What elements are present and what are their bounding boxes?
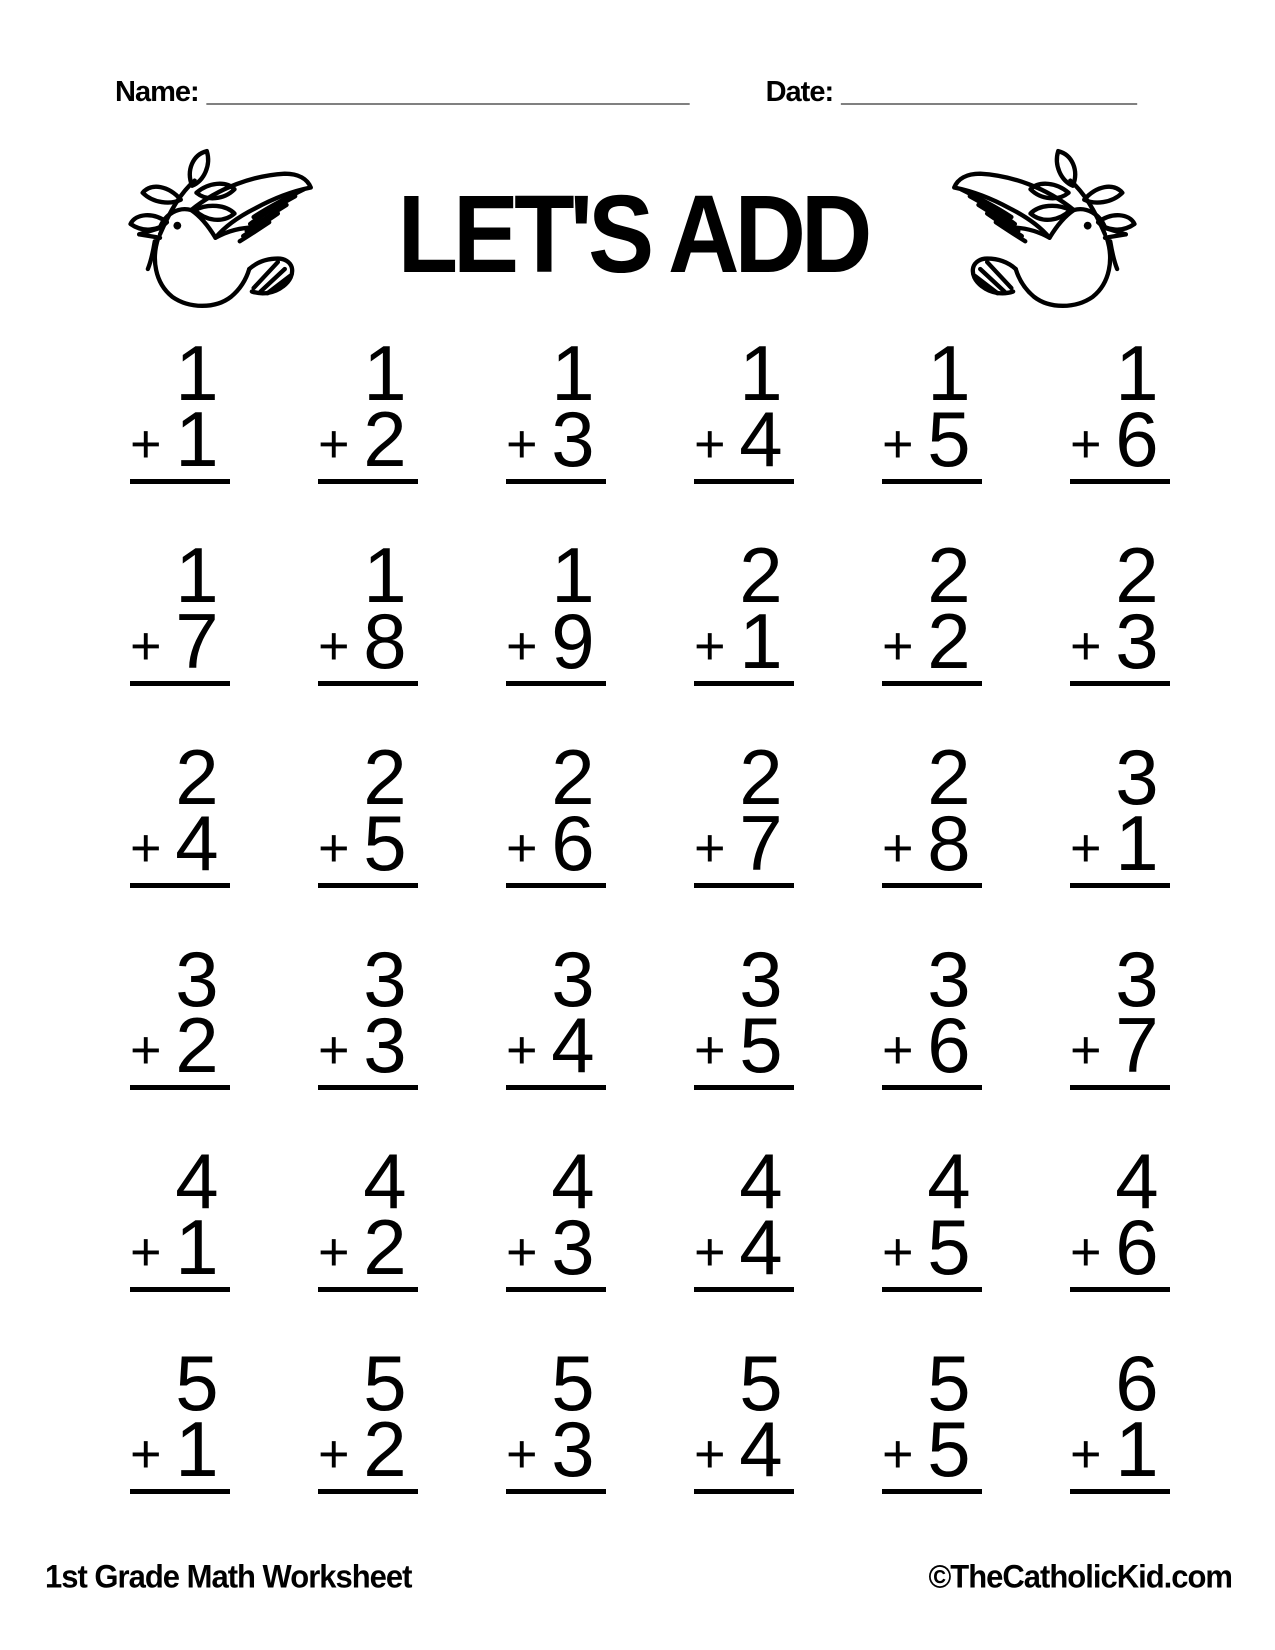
plus-operator: + xyxy=(130,1424,162,1484)
addition-problem xyxy=(694,1339,794,1552)
plus-operator: + xyxy=(130,818,162,878)
plus-operator: + xyxy=(130,616,162,676)
plus-operator: + xyxy=(506,1424,538,1484)
bottom-addend: 7 xyxy=(739,799,783,887)
addition-problem xyxy=(130,935,230,1148)
top-addend: 2 xyxy=(551,733,595,821)
top-addend: 3 xyxy=(175,935,219,1023)
plus-operator: + xyxy=(1070,616,1102,676)
plus-operator: + xyxy=(130,1020,162,1080)
bottom-addend: 4 xyxy=(739,395,783,483)
plus-operator: + xyxy=(318,1222,350,1282)
plus-operator: + xyxy=(882,818,914,878)
plus-operator: + xyxy=(882,1020,914,1080)
bottom-addend: 2 xyxy=(175,1001,219,1089)
bottom-addend: 6 xyxy=(1115,1203,1159,1291)
bottom-addend: 7 xyxy=(1115,1001,1159,1089)
addition-problem xyxy=(318,1339,418,1552)
top-addend: 4 xyxy=(551,1137,595,1225)
top-addend: 4 xyxy=(363,1137,407,1225)
footer-worksheet-type: 1st Grade Math Worksheet xyxy=(45,1558,412,1595)
top-addend: 1 xyxy=(175,329,219,417)
bottom-addend: 3 xyxy=(551,1203,595,1291)
addition-problem xyxy=(130,531,230,744)
addition-problem xyxy=(506,935,606,1148)
plus-operator: + xyxy=(882,1222,914,1282)
bottom-addend: 8 xyxy=(927,799,971,887)
top-addend: 5 xyxy=(551,1339,595,1427)
plus-operator: + xyxy=(318,1020,350,1080)
addition-problem xyxy=(506,1339,606,1552)
plus-operator: + xyxy=(318,616,350,676)
addition-problem xyxy=(506,531,606,744)
dove-with-olive-branch-icon xyxy=(108,146,316,314)
top-addend: 3 xyxy=(739,935,783,1023)
plus-operator: + xyxy=(694,414,726,474)
plus-operator: + xyxy=(694,1020,726,1080)
plus-operator: + xyxy=(506,414,538,474)
bottom-addend: 6 xyxy=(551,799,595,887)
name-fill-line: _______________________________ xyxy=(206,76,690,107)
plus-operator: + xyxy=(130,414,162,474)
addition-problem xyxy=(318,1137,418,1350)
top-addend: 1 xyxy=(363,531,407,619)
bottom-addend: 2 xyxy=(363,1203,407,1291)
top-addend: 2 xyxy=(1115,531,1159,619)
top-addend: 4 xyxy=(175,1137,219,1225)
top-addend: 4 xyxy=(739,1137,783,1225)
addition-problem xyxy=(318,733,418,946)
date-label: Date: xyxy=(765,76,834,108)
addition-problem xyxy=(882,531,982,744)
addition-problem xyxy=(694,935,794,1148)
top-addend: 2 xyxy=(363,733,407,821)
worksheet-header xyxy=(115,76,1137,109)
bottom-addend: 7 xyxy=(175,597,219,685)
addition-problem xyxy=(694,531,794,744)
bottom-addend: 2 xyxy=(927,597,971,685)
top-addend: 2 xyxy=(927,733,971,821)
top-addend: 3 xyxy=(927,935,971,1023)
addition-problem xyxy=(694,329,794,542)
top-addend: 3 xyxy=(551,935,595,1023)
addition-problem xyxy=(130,1339,230,1552)
top-addend: 5 xyxy=(927,1339,971,1427)
plus-operator: + xyxy=(506,1020,538,1080)
worksheet-footer xyxy=(45,1560,1232,1596)
top-addend: 2 xyxy=(175,733,219,821)
title-band xyxy=(108,142,1157,317)
date-field xyxy=(766,76,1137,109)
plus-operator: + xyxy=(694,1222,726,1282)
bottom-addend: 3 xyxy=(551,395,595,483)
addition-problem xyxy=(318,935,418,1148)
plus-operator: + xyxy=(882,616,914,676)
plus-operator: + xyxy=(318,414,350,474)
plus-operator: + xyxy=(318,818,350,878)
addition-problem xyxy=(882,1339,982,1552)
bottom-addend: 4 xyxy=(551,1001,595,1089)
top-addend: 1 xyxy=(551,329,595,417)
top-addend: 2 xyxy=(739,531,783,619)
plus-operator: + xyxy=(130,1222,162,1282)
bottom-addend: 1 xyxy=(739,597,783,685)
bottom-addend: 5 xyxy=(927,1203,971,1291)
bottom-addend: 6 xyxy=(1115,395,1159,483)
top-addend: 2 xyxy=(739,733,783,821)
plus-operator: + xyxy=(694,1424,726,1484)
bottom-addend: 8 xyxy=(363,597,407,685)
top-addend: 5 xyxy=(739,1339,783,1427)
bottom-addend: 2 xyxy=(363,1405,407,1493)
bottom-addend: 5 xyxy=(739,1001,783,1089)
bottom-addend: 2 xyxy=(363,395,407,483)
bottom-addend: 4 xyxy=(739,1203,783,1291)
plus-operator: + xyxy=(506,616,538,676)
plus-operator: + xyxy=(882,414,914,474)
plus-operator: + xyxy=(694,818,726,878)
top-addend: 3 xyxy=(363,935,407,1023)
plus-operator: + xyxy=(506,818,538,878)
plus-operator: + xyxy=(506,1222,538,1282)
plus-operator: + xyxy=(1070,1424,1102,1484)
addition-problem xyxy=(506,733,606,946)
addition-problem xyxy=(1070,1137,1170,1350)
addition-problem xyxy=(694,733,794,946)
top-addend: 1 xyxy=(739,329,783,417)
top-addend: 6 xyxy=(1115,1339,1159,1427)
plus-operator: + xyxy=(1070,1020,1102,1080)
bottom-addend: 1 xyxy=(175,1203,219,1291)
addition-problem xyxy=(694,1137,794,1350)
top-addend: 2 xyxy=(927,531,971,619)
addition-problem xyxy=(318,329,418,542)
addition-problem xyxy=(882,1137,982,1350)
addition-problem xyxy=(506,329,606,542)
bottom-addend: 5 xyxy=(363,799,407,887)
plus-operator: + xyxy=(1070,1222,1102,1282)
addition-problem xyxy=(318,531,418,744)
plus-operator: + xyxy=(318,1424,350,1484)
top-addend: 1 xyxy=(175,531,219,619)
bottom-addend: 4 xyxy=(739,1405,783,1493)
addition-problem xyxy=(1070,935,1170,1148)
plus-operator: + xyxy=(882,1424,914,1484)
top-addend: 1 xyxy=(1115,329,1159,417)
top-addend: 1 xyxy=(363,329,407,417)
top-addend: 5 xyxy=(175,1339,219,1427)
name-field xyxy=(115,76,689,109)
bottom-addend: 4 xyxy=(175,799,219,887)
bottom-addend: 1 xyxy=(175,395,219,483)
page-title: LET'S ADD xyxy=(397,170,868,296)
bottom-addend: 3 xyxy=(1115,597,1159,685)
top-addend: 3 xyxy=(1115,733,1159,821)
bottom-addend: 1 xyxy=(1115,1405,1159,1493)
dove-with-olive-branch-icon xyxy=(949,146,1157,314)
plus-operator: + xyxy=(1070,818,1102,878)
footer-source-credit: ©TheCatholicKid.com xyxy=(928,1558,1232,1595)
bottom-addend: 5 xyxy=(927,1405,971,1493)
top-addend: 4 xyxy=(1115,1137,1159,1225)
bottom-addend: 6 xyxy=(927,1001,971,1089)
addition-problem xyxy=(1070,1339,1170,1552)
top-addend: 1 xyxy=(927,329,971,417)
bottom-addend: 1 xyxy=(175,1405,219,1493)
top-addend: 3 xyxy=(1115,935,1159,1023)
addition-problem xyxy=(130,329,230,542)
top-addend: 4 xyxy=(927,1137,971,1225)
addition-problem xyxy=(506,1137,606,1350)
addition-problem xyxy=(130,1137,230,1350)
name-label: Name: xyxy=(115,76,199,108)
addition-problem xyxy=(882,935,982,1148)
addition-problem xyxy=(1070,329,1170,542)
date-fill-line: ___________________ xyxy=(841,76,1137,107)
addition-problem xyxy=(130,733,230,946)
addition-problem xyxy=(1070,733,1170,946)
bottom-addend: 3 xyxy=(551,1405,595,1493)
problems-grid xyxy=(130,329,1170,1552)
bottom-addend: 9 xyxy=(551,597,595,685)
bottom-addend: 3 xyxy=(363,1001,407,1089)
addition-problem xyxy=(1070,531,1170,744)
addition-problem xyxy=(882,733,982,946)
plus-operator: + xyxy=(694,616,726,676)
top-addend: 1 xyxy=(551,531,595,619)
top-addend: 5 xyxy=(363,1339,407,1427)
bottom-addend: 5 xyxy=(927,395,971,483)
addition-problem xyxy=(882,329,982,542)
plus-operator: + xyxy=(1070,414,1102,474)
bottom-addend: 1 xyxy=(1115,799,1159,887)
